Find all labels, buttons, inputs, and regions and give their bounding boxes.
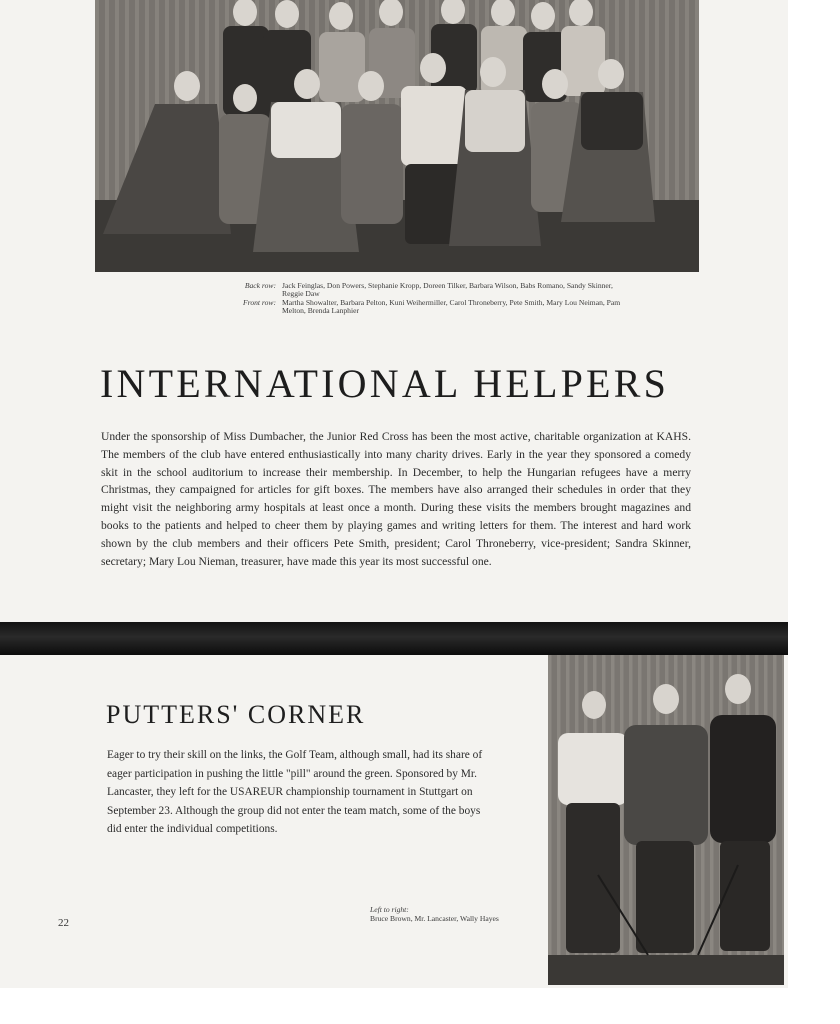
group-photo-caption — [226, 282, 626, 316]
group-photo-illustration — [95, 0, 699, 272]
golf-team-illustration — [548, 655, 784, 985]
putters-corner-body: Eager to try their skill on the links, the Golf Team, although small, had its share of eager participation in pushing the little "pill" around the green. Sponsored by Mr. Lancaster, they left for the USAREUR championship tournament in Stuttgart on September 23. Although the group did not enter the team match, some of the boys did enter the individual competitions. — [107, 749, 483, 836]
golf-caption-label: Left to right: — [370, 905, 409, 914]
international-helpers-body: Under the sponsorship of Miss Dumbacher, the Junior Red Cross has been the most active, charitable organization at KAHS. The members of the club have entered enthusiastically into many charity drives. Early in the year they sponsored a comedy skit in the school auditorium to increase their membership. In December, to help the Hungarian refugees have a merry Christmas, they campaigned for articles for gift boxes. The members have also arranged their schedules in order that they might visit the neighboring army hospitals at least once a month. During these visits the members brought magazines and books to the patients and helped to cheer them by playing games and writing letters for them. The interest and hard work shown by the club members and their officers Pete Smith, president; Carol Throneberry, vice-president; Sandra Skinner, secretary; Mary Lou Nieman, treasurer, have made this year its most successful one. — [101, 430, 691, 568]
junior-red-cross-group-photo — [95, 0, 699, 272]
front-row-names: Martha Showalter, Barbara Pelton, Kuni Weihermiller, Carol Throneberry, Pete Smith, Mary Lou Neiman, Pam Melton, Brenda Lanphier — [282, 297, 621, 316]
back-row-names: Jack Feinglas, Don Powers, Stephanie Kropp, Doreen Tilker, Barbara Wilson, Babs Romano, Sandy Skinner, Reggie Daw — [282, 281, 613, 299]
page-number: 22 — [58, 917, 69, 929]
golf-caption-names: Bruce Brown, Mr. Lancaster, Wally Hayes — [370, 913, 499, 923]
back-row-caption — [226, 282, 626, 299]
section-divider-bar — [0, 622, 788, 655]
golf-photo-caption — [370, 906, 530, 923]
front-row-label: Front row: — [243, 297, 276, 307]
scan-bottom-margin — [0, 988, 840, 1024]
scan-margin — [788, 0, 840, 1024]
golf-team-photo — [548, 655, 784, 985]
international-helpers-title: INTERNATIONAL HELPERS — [100, 361, 670, 406]
putters-corner-title: PUTTERS' CORNER — [106, 700, 366, 729]
back-row-label: Back row: — [244, 281, 276, 290]
front-row-caption — [226, 299, 626, 316]
